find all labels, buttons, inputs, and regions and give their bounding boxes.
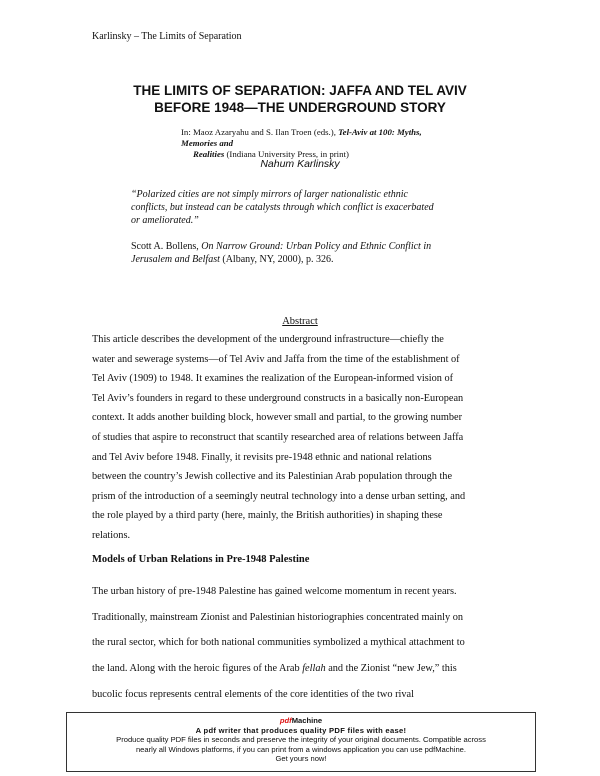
abstract-line: context. It adds another building block, however small and partial, to the growing number — [92, 412, 463, 424]
section-paragraph — [92, 579, 524, 708]
source-line — [131, 240, 491, 253]
abstract-line: Tel Aviv’s founders in regard to these underground constructs in a basically non-European — [92, 392, 464, 404]
section-heading: Models of Urban Relations in Pre-1948 Palestine — [92, 554, 310, 565]
epigraph-line: “Polarized cities are not simply mirrors of larger nationalistic ethnic — [131, 189, 408, 200]
citation — [181, 127, 451, 160]
paragraph-line: The urban history of pre-1948 Palestine has gained welcome momentum in recent years. — [92, 586, 457, 597]
logo-pdf-text: pdf — [279, 716, 292, 725]
epigraph-line: or ameliorated.” — [131, 215, 199, 226]
abstract-paragraph — [92, 330, 524, 546]
title-line: BEFORE 1948—THE UNDERGROUND STORY — [154, 100, 446, 115]
banner-tagline: A pdf writer that produces quality PDF files with ease! — [195, 725, 407, 735]
line-text: the land. Along with the heroic figures of the Arab — [92, 663, 303, 675]
running-head: Karlinsky – The Limits of Separation — [92, 31, 242, 42]
banner-text: nearly all Windows platforms, if you can print from a windows application you can use pdfMachine. — [135, 744, 467, 754]
citation-prefix: In: Maoz Azaryahu and S. Ilan Troen (eds.), — [181, 127, 339, 137]
abstract-line: relations. — [92, 529, 131, 541]
epigraph-quote — [131, 188, 481, 227]
logo-machine-text: Machine — [291, 716, 323, 725]
abstract-line: between the country’s Jewish collective and its Palestinian Arab population through the — [92, 471, 453, 483]
source-title: On Narrow Ground: Urban Policy and Ethnic Conflict in — [201, 241, 432, 252]
line-text: and the Zionist “new Jew,” this — [325, 663, 457, 675]
citation-line — [181, 127, 451, 149]
abstract-line: of studies that aspire to reconstruct that scantily researched area of relations between Jaffa — [92, 431, 464, 443]
abstract-line: the role played by a third party (here, mainly, the British authorities) in shaping these — [92, 510, 443, 522]
italic-term: fellah — [302, 663, 326, 675]
epigraph-line: conflicts, but instead can be catalysts through which conflict is exacerbated — [131, 202, 434, 213]
source-details: (Albany, NY, 2000), p. 326. — [219, 254, 334, 265]
pdfmachine-logo — [67, 716, 535, 726]
pdfmachine-banner[interactable] — [66, 712, 536, 772]
source-author: Scott A. Bollens, — [131, 241, 202, 252]
citation-book-title: Tel-Aviv at 100: Myths, Memories and — [181, 127, 422, 148]
paragraph-line: the rural sector, which for both national communities symbolized a mythical attachment to — [92, 637, 465, 649]
abstract-line: water and sewerage systems—of Tel Aviv and Jaffa from the time of the establishment of — [92, 353, 460, 365]
title-line: THE LIMITS OF SEPARATION: JAFFA AND TEL AVIV — [133, 83, 467, 98]
source-title-cont: Jerusalem and Belfast — [131, 254, 220, 265]
paragraph-line: bucolic focus represents central elements of the core identities of the two rival — [92, 688, 414, 700]
paragraph-line: Traditionally, mainstream Zionist and Palestinian historiographies concentrated mainly on — [92, 611, 463, 623]
paragraph-line — [92, 656, 524, 682]
citation-book-title-cont: Realities — [193, 149, 225, 159]
citation-suffix: (Indiana University Press, in print) — [224, 149, 349, 159]
abstract-line: prism of the introduction of a seemingly neutral technology into a dense urban setting, and — [92, 490, 466, 502]
epigraph-source — [131, 240, 491, 266]
banner-link[interactable]: Get yours now! — [275, 754, 327, 764]
abstract-line: This article describes the development of the underground infrastructure—chiefly the — [92, 334, 444, 345]
abstract-heading: Abstract — [282, 316, 318, 327]
source-line — [131, 253, 491, 266]
banner-text: Produce quality PDF files in seconds and preserve the integrity of your original documents. Compatible across — [116, 735, 486, 745]
abstract-line: and Tel Aviv before 1948. Finally, it revisits pre-1948 ethnic and national relations — [92, 451, 432, 463]
abstract-line: Tel Aviv (1909) to 1948. It examines the realization of the European-informed vision of — [92, 373, 454, 385]
author-name: Nahum Karlinsky — [260, 158, 340, 170]
article-title — [0, 82, 600, 116]
